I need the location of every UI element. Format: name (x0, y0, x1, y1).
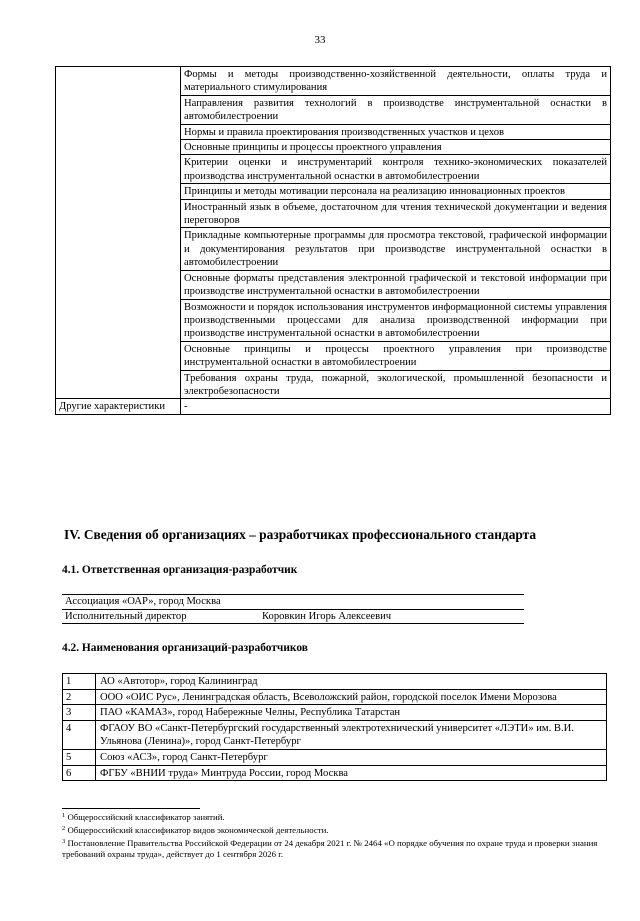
footnote (62, 838, 610, 862)
org-name-cell: АО «Автотор», город Калининград (96, 674, 607, 690)
footnote-text: Постановление Правительства Российской Федерации от 24 декабря 2021 г. № 2464 «О порядке обучения по охране труда и проверки знания требований охраны труда», действует до 1 сентября 2026 г. (62, 837, 598, 860)
footnote-mark: 2 (62, 824, 66, 832)
footnote-mark: 3 (62, 837, 66, 845)
page-number: 33 (314, 34, 326, 46)
row-number: 6 (63, 765, 96, 781)
knowledge-item: Критерии оценки и инструментарий контроля технико-экономических показателей производства инструментальной оснастки в автомобилестроении (181, 155, 611, 184)
footnote-divider (62, 808, 200, 809)
section-title: IV. Сведения об организациях – разработчиках профессионального стандарта (64, 527, 537, 542)
other-characteristics-value: - (181, 399, 611, 414)
required-knowledge-table (55, 66, 611, 415)
other-characteristics-row (56, 399, 611, 414)
org-name-cell: ПАО «КАМАЗ», город Набережные Челны, Республика Татарстан (96, 705, 607, 721)
knowledge-item: Основные форматы представления электронной графической и текстовой информации при производстве инструментальной оснастки в автомобилестроении (181, 270, 611, 299)
knowledge-item: Основные принципы и процессы проектного управления при производстве инструментальной оснастки в автомобилестроении (181, 341, 611, 370)
knowledge-item: Принципы и методы мотивации персонала на реализацию инновационных проектов (181, 184, 611, 199)
knowledge-item: Направления развития технологий в производстве инструментальной оснастки в автомобилестроении (181, 95, 611, 124)
org-name-cell: Союз «АСЗ», город Санкт-Петербург (96, 749, 607, 765)
row-number: 2 (63, 689, 96, 705)
footnote-mark: 1 (62, 812, 66, 819)
knowledge-item: Прикладные компьютерные программы для просмотра текстовой, графической информации и документирования результатов при производстве инструментальной оснастки в автомобилестроении (181, 228, 611, 270)
responsible-org-table (62, 594, 524, 624)
org-name-cell: ФГАОУ ВО «Санкт-Петербургский государственный электротехнический университет «ЛЭТИ» им. В.И. Ульянова (Ленина)», город Санкт-Петербург (96, 720, 607, 749)
org-head-row (62, 609, 524, 624)
developers-heading: 4.2. Наименования организаций-разработчиков (62, 642, 308, 654)
knowledge-item: Требования охраны труда, пожарной, экологической, промышленной безопасности и электробезопасности (181, 370, 611, 399)
footnote (62, 825, 610, 837)
knowledge-item: Формы и методы производственно-хозяйственной деятельности, оплаты труда и материального стимулирования (181, 67, 611, 96)
row-number: 5 (63, 749, 96, 765)
org-head-name: Коровкин Игорь Алексеевич (259, 609, 524, 624)
knowledge-item: Нормы и правила проектирования производственных участков и цехов (181, 124, 611, 139)
row-number: 1 (63, 674, 96, 690)
other-characteristics-label: Другие характеристики (56, 399, 181, 414)
table-row (63, 705, 607, 721)
table-row (63, 674, 607, 690)
org-name-cell: ФГБУ «ВНИИ труда» Минтруда России, город Москва (96, 765, 607, 781)
org-name-row (62, 595, 524, 610)
footnote-text: Общероссийский классификатор видов экономической деятельности. (67, 824, 329, 835)
responsible-org-heading: 4.1. Ответственная организация-разработчик (62, 564, 298, 576)
footnote-text: Общероссийский классификатор занятий. (67, 812, 225, 822)
footnotes (62, 812, 610, 862)
knowledge-item: Возможности и порядок использования инструментов информационной системы управления производственными процессами для анализа производственной информации при производстве инструментальной оснастки в автомобилестроении (181, 299, 611, 341)
knowledge-item: Иностранный язык в объеме, достаточном для чтения технической документации и ведения переговоров (181, 199, 611, 228)
table-row (63, 689, 607, 705)
table-row (63, 749, 607, 765)
org-name: Ассоциация «ОАР», город Москва (62, 595, 524, 610)
table-row (63, 720, 607, 749)
footnote (62, 812, 610, 824)
row-number: 3 (63, 705, 96, 721)
org-head-position: Исполнительный директор (62, 609, 259, 624)
knowledge-item: Основные принципы и процессы проектного управления (181, 140, 611, 155)
developers-table (62, 673, 607, 781)
org-name-cell: ООО «ОИС Рус», Ленинградская область, Всеволожский район, городской поселок Имени Морозова (96, 689, 607, 705)
knowledge-label-cell (56, 67, 181, 399)
row-number: 4 (63, 720, 96, 749)
knowledge-row (56, 67, 611, 96)
table-row (63, 765, 607, 781)
